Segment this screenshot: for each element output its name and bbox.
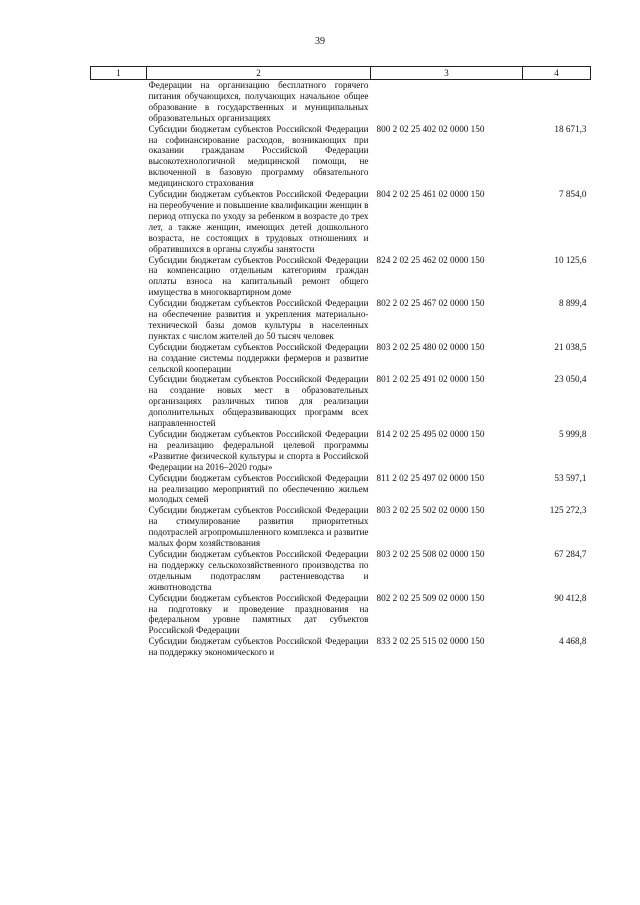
- column-header-4: 4: [523, 67, 591, 80]
- row-amount-cell: 7 854,0: [558, 189, 587, 200]
- row-name-cell: Субсидии бюджетам субъектов Российской Федерации на софинансирование расходов, возникающих при оказании гражданам Российской Федерации высокотехнологичной медицинской помощи, не включенной в базовую программу обязательного медицинского страхования: [148, 123, 369, 189]
- table-row: [91, 473, 591, 506]
- row-name-cell: Субсидии бюджетам субъектов Российской Федерации на поддержку сельскохозяйственного производства по отдельным подотраслям растениеводства и животноводства: [148, 548, 369, 592]
- row-name-cell: Субсидии бюджетам субъектов Российской Федерации на поддержку экономического и: [148, 636, 369, 658]
- row-name-cell: Федерации на организацию бесплатного горячего питания обучающихся, получающих начальное общее образование в государственных и муниципальных образовательных организациях: [148, 80, 369, 123]
- row-amount-cell: [523, 80, 591, 124]
- row-code-cell: [371, 80, 523, 124]
- table-row: [91, 342, 591, 375]
- table-row: [91, 80, 591, 124]
- row-code-cell: 803 2 02 25 502 02 0000 150: [376, 505, 485, 516]
- row-name-cell: Субсидии бюджетам субъектов Российской Федерации на стимулирование развития приоритетных подотраслей агропромышленного комплекса и развитие малых форм хозяйствования: [148, 505, 369, 549]
- row-code-cell: 804 2 02 25 461 02 0000 150: [376, 189, 485, 200]
- row-amount-cell: 125 272,3: [549, 505, 587, 516]
- row-number-cell: [91, 473, 147, 506]
- row-code-cell: 801 2 02 25 491 02 0000 150: [376, 374, 485, 385]
- row-code-cell: 811 2 02 25 497 02 0000 150: [376, 472, 485, 483]
- row-amount-cell: 23 050,4: [554, 374, 587, 385]
- row-name-cell: Субсидии бюджетам субъектов Российской Федерации на переобучение и повышение квалификации женщин в период отпуска по уходу за ребенком в возрасте до трех лет, а также женщин, имеющих детей дошкольного возраста, не состоящих в трудовых отношениях и обратившихся в органы службы занятости: [148, 189, 369, 254]
- row-number-cell: [91, 429, 147, 473]
- row-name-cell: Субсидии бюджетам субъектов Российской Федерации на обеспечение развития и укрепления материально-технической базы домов культуры в населенных пунктах с числом жителей до 50 тысяч человек: [148, 298, 369, 341]
- row-name-cell: Субсидии бюджетам субъектов Российской Федерации на создание системы поддержки фермеров и развитие сельской кооперации: [148, 341, 369, 374]
- page-number: 39: [315, 36, 325, 47]
- row-amount-cell: 18 671,3: [554, 123, 587, 134]
- budget-table: [90, 66, 590, 658]
- table-row: [91, 636, 591, 658]
- table-row: [91, 255, 591, 299]
- row-number-cell: [91, 124, 147, 189]
- row-number-cell: [91, 342, 147, 375]
- row-number-cell: [91, 189, 147, 254]
- row-code-cell: 802 2 02 25 509 02 0000 150: [376, 592, 485, 603]
- column-header-1: 1: [91, 67, 147, 80]
- row-number-cell: [91, 593, 147, 637]
- row-number-cell: [91, 505, 147, 549]
- row-name-cell: Субсидии бюджетам субъектов Российской Федерации на реализацию мероприятий по обеспечению жильем молодых семей: [148, 472, 369, 505]
- row-number-cell: [91, 298, 147, 342]
- row-code-cell: 803 2 02 25 508 02 0000 150: [376, 548, 485, 559]
- row-amount-cell: 67 284,7: [554, 548, 587, 559]
- row-code-cell: 803 2 02 25 480 02 0000 150: [376, 341, 485, 352]
- row-code-cell: 833 2 02 25 515 02 0000 150: [376, 636, 485, 647]
- row-amount-cell: 21 038,5: [554, 341, 587, 352]
- row-number-cell: [91, 80, 147, 124]
- table-header-row: [91, 67, 591, 80]
- row-amount-cell: 4 468,8: [558, 636, 587, 647]
- table-row: [91, 549, 591, 593]
- row-code-cell: 802 2 02 25 467 02 0000 150: [376, 298, 485, 309]
- row-amount-cell: 10 125,6: [554, 254, 587, 265]
- table-row: [91, 593, 591, 637]
- row-number-cell: [91, 255, 147, 299]
- row-number-cell: [91, 374, 147, 429]
- row-amount-cell: 53 597,1: [554, 472, 587, 483]
- table-row: [91, 124, 591, 189]
- table-row: [91, 374, 591, 429]
- row-amount-cell: 5 999,8: [558, 429, 587, 439]
- row-amount-cell: 8 899,4: [558, 298, 587, 309]
- table-row: [91, 298, 591, 342]
- table-row: [91, 429, 591, 473]
- row-amount-cell: 90 412,8: [554, 592, 587, 603]
- row-name-cell: Субсидии бюджетам субъектов Российской Федерации на компенсацию отдельным категориям граждан оплаты взноса на капитальный ремонт общего имущества в многоквартирном доме: [148, 254, 369, 298]
- row-name-cell: Субсидии бюджетам субъектов Российской Федерации на создание новых мест в образовательных организациях различных типов для реализации дополнительных общеразвивающих программ всех направленностей: [148, 374, 369, 429]
- column-header-2: 2: [147, 67, 371, 80]
- row-name-cell: Субсидии бюджетам субъектов Российской Федерации на реализацию федеральной целевой программы «Развитие физической культуры и спорта в Российской Федерации на 2016–2020 годы»: [148, 429, 369, 472]
- row-number-cell: [91, 636, 147, 658]
- row-code-cell: 824 2 02 25 462 02 0000 150: [376, 254, 485, 265]
- row-number-cell: [91, 549, 147, 593]
- table-row: [91, 189, 591, 254]
- table-row: [91, 505, 591, 549]
- column-header-3: 3: [371, 67, 523, 80]
- row-code-cell: 800 2 02 25 402 02 0000 150: [376, 123, 485, 134]
- row-name-cell: Субсидии бюджетам субъектов Российской Федерации на подготовку и проведение празднования на федеральном уровне памятных дат субъектов Российской Федерации: [148, 592, 369, 636]
- row-code-cell: 814 2 02 25 495 02 0000 150: [376, 429, 485, 439]
